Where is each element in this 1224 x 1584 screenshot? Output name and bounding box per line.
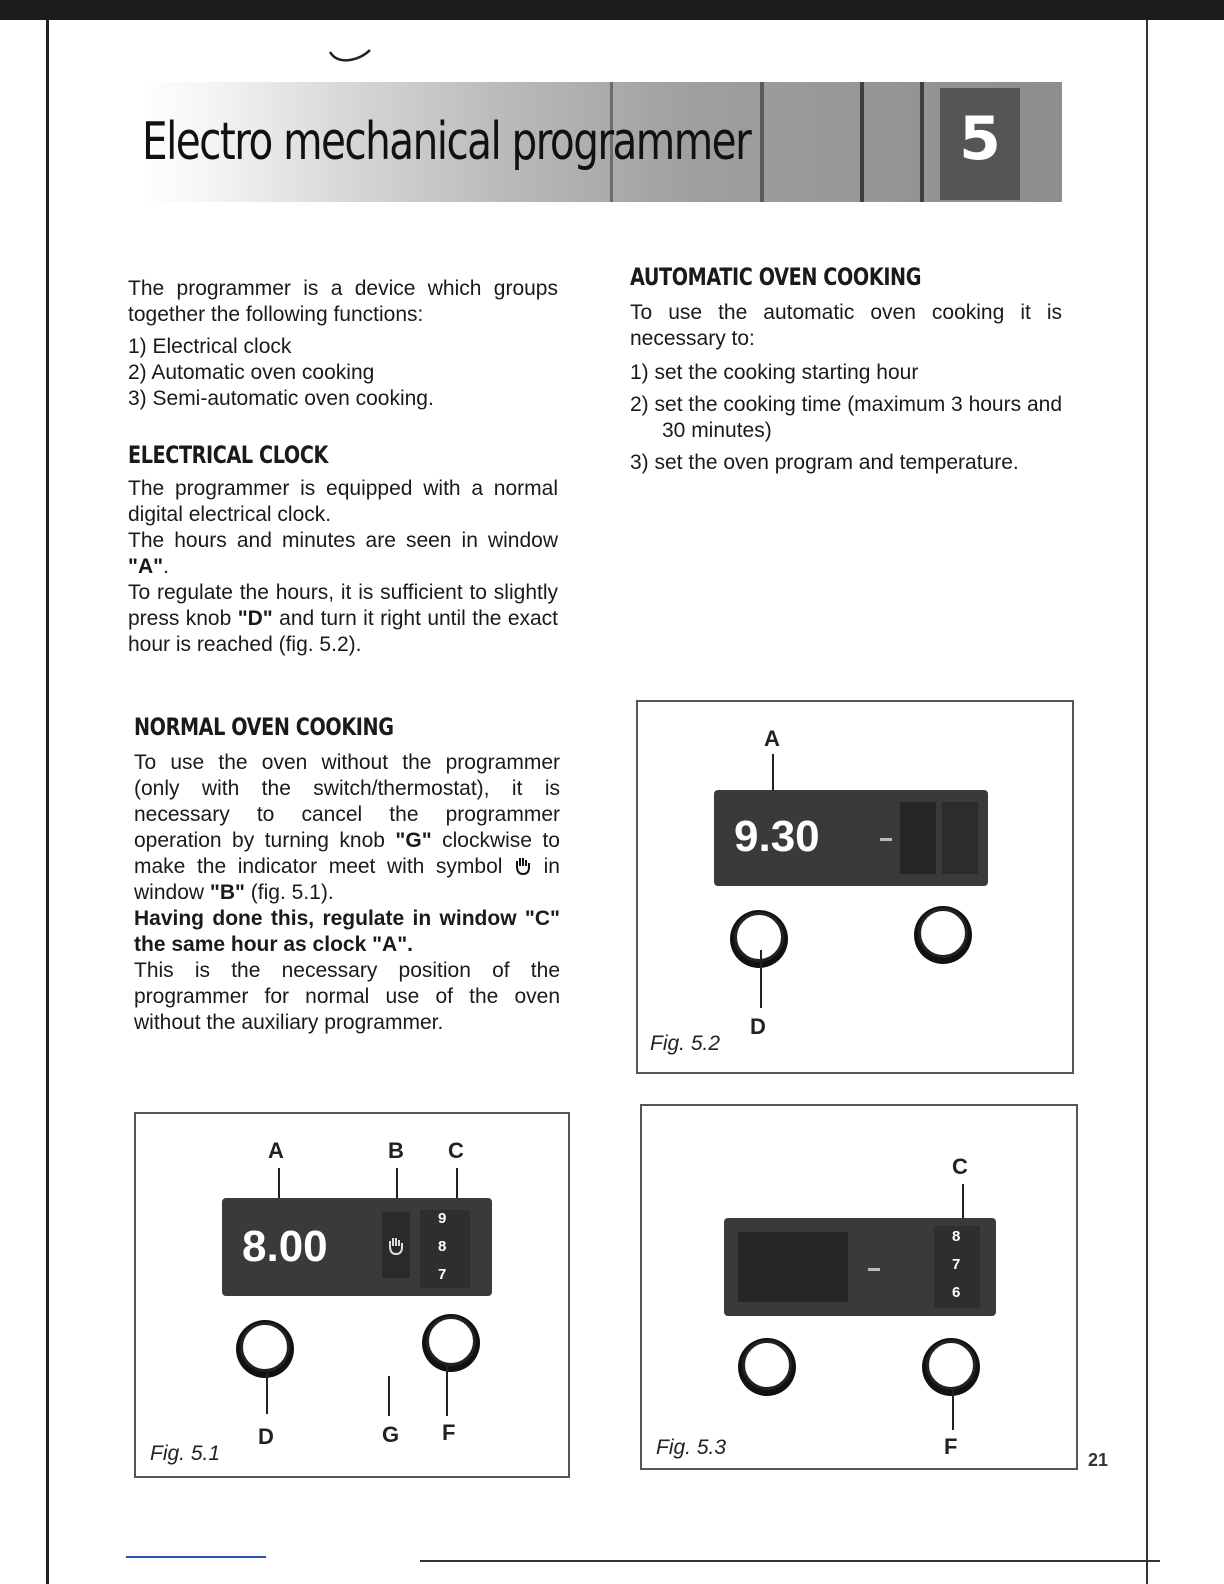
hand-symbol-icon [386, 1236, 406, 1256]
knob-right[interactable] [914, 906, 972, 964]
label-f: F [944, 1434, 958, 1459]
scale-value: 8 [438, 1238, 447, 1255]
electrical-clock-heading: ELECTRICAL CLOCK [128, 441, 328, 469]
window-c [934, 1226, 980, 1308]
label-b: B [388, 1138, 404, 1163]
bottom-link-line [126, 1556, 266, 1558]
leader-line [388, 1376, 390, 1416]
leader-line [266, 1370, 268, 1414]
leader-line [952, 1388, 954, 1430]
automatic-oven-text: To use the automatic oven cooking it is necessary to: [630, 301, 1062, 350]
label-g: G [382, 1422, 400, 1447]
bottom-rule [420, 1560, 1160, 1562]
automatic-oven-heading: AUTOMATIC OVEN COOKING [630, 263, 922, 291]
label-d: D [258, 1424, 274, 1449]
normal-oven-paragraph-1: To use the oven without the programmer (only with the switch/thermostat), it is necessary to cancel the programmer operation by turning knob "G" clockwise to make the indicator meet with symbol in window "B" (fig. 5.1). [134, 751, 560, 904]
knob-f[interactable] [922, 1338, 980, 1396]
left-page-edge [46, 20, 49, 1584]
normal-oven-heading: NORMAL OVEN COOKING [134, 713, 394, 741]
list-item: 1) Electrical clock [128, 335, 292, 358]
chapter-number: 5 [959, 104, 1001, 174]
figure-caption: Fig. 5.2 [650, 1032, 721, 1055]
figure-5-3 [640, 1104, 1078, 1470]
programmer-display [724, 1218, 996, 1316]
right-page-edge [1146, 20, 1148, 1584]
hand-symbol-icon [514, 856, 532, 876]
function-list [128, 334, 558, 412]
display-window [900, 802, 936, 874]
clock-paragraph-2: The hours and minutes are seen in window "A". [128, 529, 558, 578]
scale-value: 9 [438, 1210, 447, 1227]
list-item: 3) set the oven program and temperature. [630, 451, 1019, 474]
scan-mark [328, 48, 372, 64]
label-f: F [442, 1420, 456, 1445]
display-time: 9.30 [734, 812, 820, 861]
normal-oven-paragraph-2: This is the necessary position of the programmer for normal use of the oven without the auxiliary programmer. [134, 959, 560, 1034]
figure-caption: Fig. 5.1 [150, 1442, 221, 1465]
top-border [0, 0, 1224, 20]
label-c: C [448, 1138, 464, 1163]
automatic-oven-section [630, 264, 1062, 476]
figure-5-1 [134, 1112, 570, 1478]
label-a: A [268, 1138, 284, 1163]
knob-left[interactable] [738, 1338, 796, 1396]
display-dash [880, 838, 892, 841]
leader-line [446, 1366, 448, 1416]
window-c [420, 1210, 470, 1288]
scale-value: 6 [952, 1284, 961, 1301]
label-d: D [750, 1014, 766, 1039]
programmer-display [222, 1198, 492, 1296]
clock-display [714, 790, 988, 886]
knob-d[interactable] [730, 910, 788, 968]
list-item: 2) Automatic oven cooking [128, 361, 375, 384]
list-item: 1) set the cooking starting hour [630, 361, 919, 384]
label-c: C [952, 1154, 968, 1179]
clock-paragraph-1: The programmer is equipped with a normal digital electrical clock. [128, 477, 558, 526]
automatic-steps-list [630, 360, 1062, 476]
display-time: 8.00 [242, 1222, 328, 1271]
leader-line [760, 950, 762, 1008]
knob-d[interactable] [236, 1320, 294, 1378]
intro-section [128, 276, 558, 658]
scale-value: 8 [952, 1228, 961, 1245]
scale-value: 7 [952, 1256, 961, 1273]
scale-value: 7 [438, 1266, 447, 1283]
normal-oven-bold-note: Having done this, regulate in window "C" the same hour as clock "A". [134, 907, 560, 956]
list-item: 2) set the cooking time (maximum 3 hours and 30 minutes) [630, 393, 1062, 442]
clock-paragraph-3: To regulate the hours, it is sufficient to slightly press knob "D" and turn it right until the exact hour is reached (fig. 5.2). [128, 581, 559, 656]
display-dash [868, 1268, 880, 1271]
knob-f[interactable] [422, 1314, 480, 1372]
page-number: 21 [1088, 1450, 1109, 1470]
page-title: Electro mechanical programmer [142, 112, 751, 172]
intro-text: The programmer is a device which groups together the following functions: [128, 277, 558, 326]
display-window [942, 802, 978, 874]
label-a: A [764, 726, 780, 751]
figure-5-2 [636, 700, 1074, 1074]
figure-caption: Fig. 5.3 [656, 1436, 727, 1459]
list-item: 3) Semi-automatic oven cooking. [128, 387, 434, 410]
normal-oven-section [134, 714, 560, 1036]
display-window [738, 1232, 848, 1302]
